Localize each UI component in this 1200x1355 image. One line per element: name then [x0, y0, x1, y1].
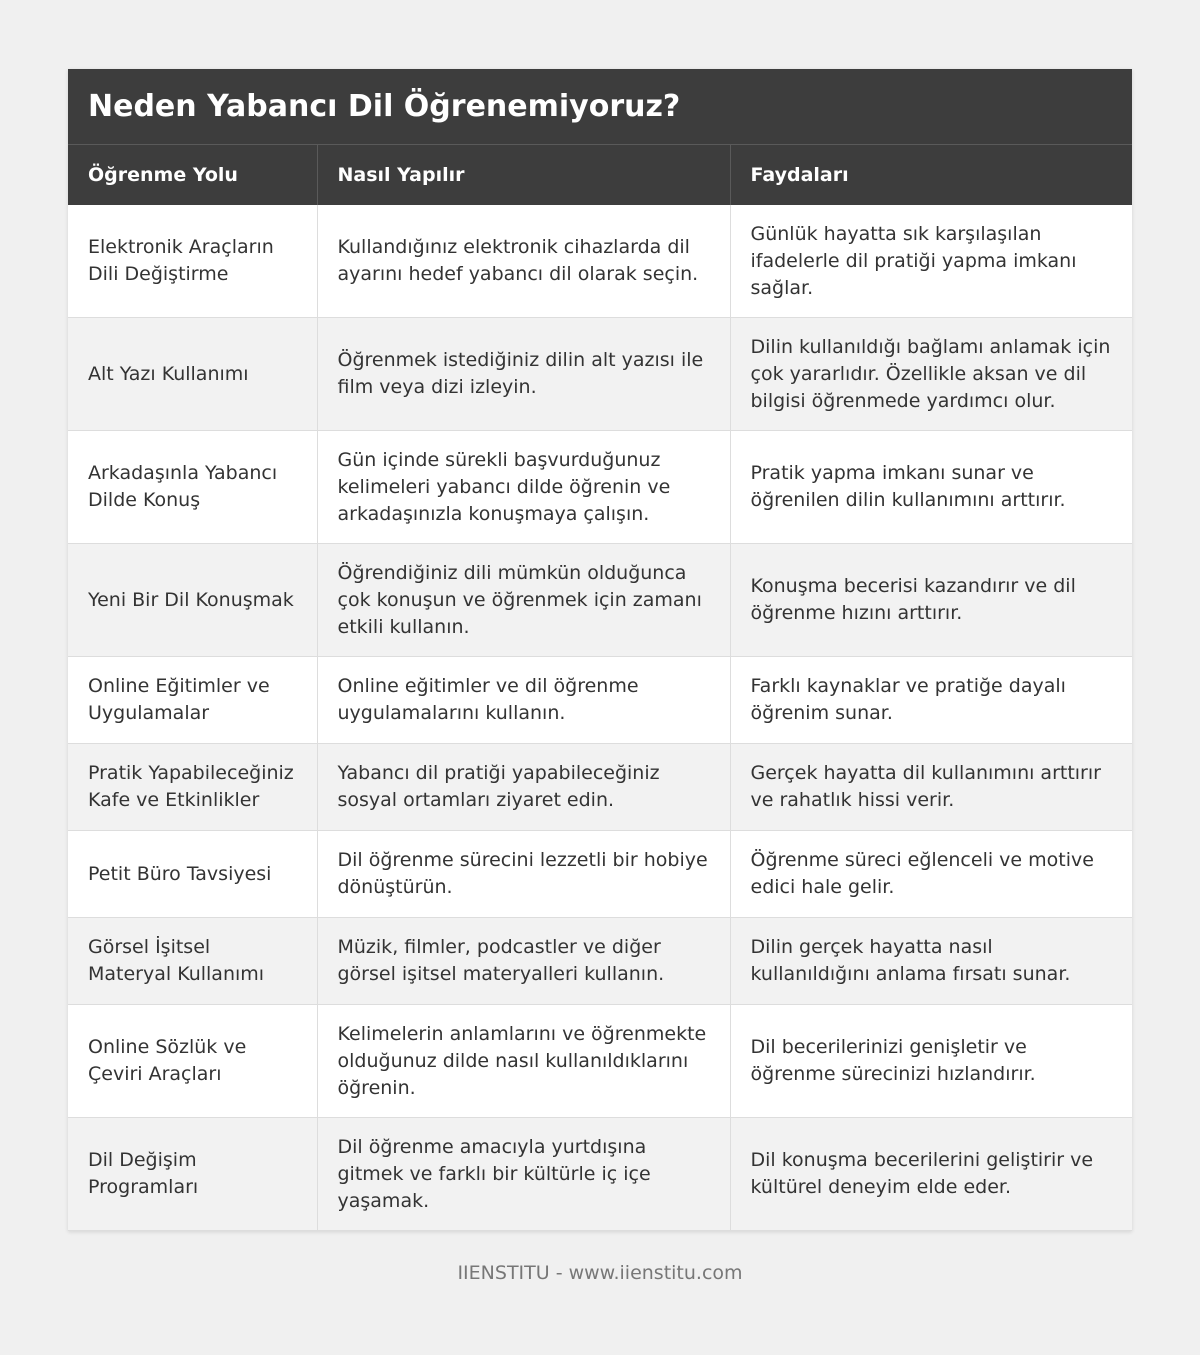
table-row [68, 744, 1132, 831]
column-header-faydalari: Faydaları [730, 145, 1132, 205]
cell-nasil-yapilir: Dil öğrenme amacıyla yurtdışına gitmek ve farklı bir kültürle iç içe yaşamak. [317, 1118, 730, 1231]
cell-faydalari: Öğrenme süreci eğlenceli ve motive edici hale gelir. [730, 831, 1132, 918]
cell-nasil-yapilir: Yabancı dil pratiği yapabileceğiniz sosyal ortamları ziyaret edin. [317, 744, 730, 831]
cell-nasil-yapilir: Müzik, filmler, podcastler ve diğer görsel işitsel materyalleri kullanın. [317, 918, 730, 1005]
cell-ogrenme-yolu: Görsel İşitsel Materyal Kullanımı [68, 918, 317, 1005]
cell-nasil-yapilir: Öğrenmek istediğiniz dilin alt yazısı ile film veya dizi izleyin. [317, 318, 730, 431]
table-row [68, 205, 1132, 318]
cell-ogrenme-yolu: Petit Büro Tavsiyesi [68, 831, 317, 918]
data-table [68, 145, 1132, 1231]
table-row [68, 544, 1132, 657]
cell-faydalari: Farklı kaynaklar ve pratiğe dayalı öğrenim sunar. [730, 657, 1132, 744]
cell-nasil-yapilir: Online eğitimler ve dil öğrenme uygulamalarını kullanın. [317, 657, 730, 744]
cell-nasil-yapilir: Gün içinde sürekli başvurduğunuz kelimeleri yabancı dilde öğrenin ve arkadaşınızla konuşmaya çalışın. [317, 431, 730, 544]
cell-ogrenme-yolu: Arkadaşınla Yabancı Dilde Konuş [68, 431, 317, 544]
cell-nasil-yapilir: Kelimelerin anlamlarını ve öğrenmekte olduğunuz dilde nasıl kullanıldıklarını öğrenin. [317, 1005, 730, 1118]
table-title: Neden Yabancı Dil Öğrenemiyoruz? [68, 69, 1132, 145]
header-row [68, 145, 1132, 205]
table-row [68, 431, 1132, 544]
cell-ogrenme-yolu: Pratik Yapabileceğiniz Kafe ve Etkinlikler [68, 744, 317, 831]
column-header-nasil-yapilir: Nasıl Yapılır [317, 145, 730, 205]
cell-faydalari: Dilin kullanıldığı bağlamı anlamak için çok yararlıdır. Özellikle aksan ve dil bilgisi öğrenmede yardımcı olur. [730, 318, 1132, 431]
table-row [68, 1118, 1132, 1231]
cell-ogrenme-yolu: Dil Değişim Programları [68, 1118, 317, 1231]
cell-faydalari: Pratik yapma imkanı sunar ve öğrenilen dilin kullanımını arttırır. [730, 431, 1132, 544]
table-row [68, 918, 1132, 1005]
cell-nasil-yapilir: Kullandığınız elektronik cihazlarda dil ayarını hedef yabancı dil olarak seçin. [317, 205, 730, 318]
table-row [68, 1005, 1132, 1118]
cell-ogrenme-yolu: Online Sözlük ve Çeviri Araçları [68, 1005, 317, 1118]
cell-faydalari: Dil becerilerinizi genişletir ve öğrenme sürecinizi hızlandırır. [730, 1005, 1132, 1118]
cell-nasil-yapilir: Dil öğrenme sürecini lezzetli bir hobiye dönüştürün. [317, 831, 730, 918]
table-row [68, 831, 1132, 918]
cell-nasil-yapilir: Öğrendiğiniz dili mümkün olduğunca çok konuşun ve öğrenmek için zamanı etkili kullanın. [317, 544, 730, 657]
column-header-ogrenme-yolu: Öğrenme Yolu [68, 145, 317, 205]
cell-ogrenme-yolu: Yeni Bir Dil Konuşmak [68, 544, 317, 657]
cell-faydalari: Konuşma becerisi kazandırır ve dil öğrenme hızını arttırır. [730, 544, 1132, 657]
cell-faydalari: Günlük hayatta sık karşılaşılan ifadelerle dil pratiği yapma imkanı sağlar. [730, 205, 1132, 318]
cell-faydalari: Gerçek hayatta dil kullanımını arttırır ve rahatlık hissi verir. [730, 744, 1132, 831]
table-row [68, 318, 1132, 431]
cell-faydalari: Dil konuşma becerilerini geliştirir ve kültürel deneyim elde eder. [730, 1118, 1132, 1231]
cell-ogrenme-yolu: Online Eğitimler ve Uygulamalar [68, 657, 317, 744]
cell-ogrenme-yolu: Alt Yazı Kullanımı [68, 318, 317, 431]
footer-credit: IIENSTITU - www.iienstitu.com [457, 1262, 743, 1284]
cell-faydalari: Dilin gerçek hayatta nasıl kullanıldığını anlama fırsatı sunar. [730, 918, 1132, 1005]
table-card [68, 69, 1132, 1231]
table-row [68, 657, 1132, 744]
cell-ogrenme-yolu: Elektronik Araçların Dili Değiştirme [68, 205, 317, 318]
